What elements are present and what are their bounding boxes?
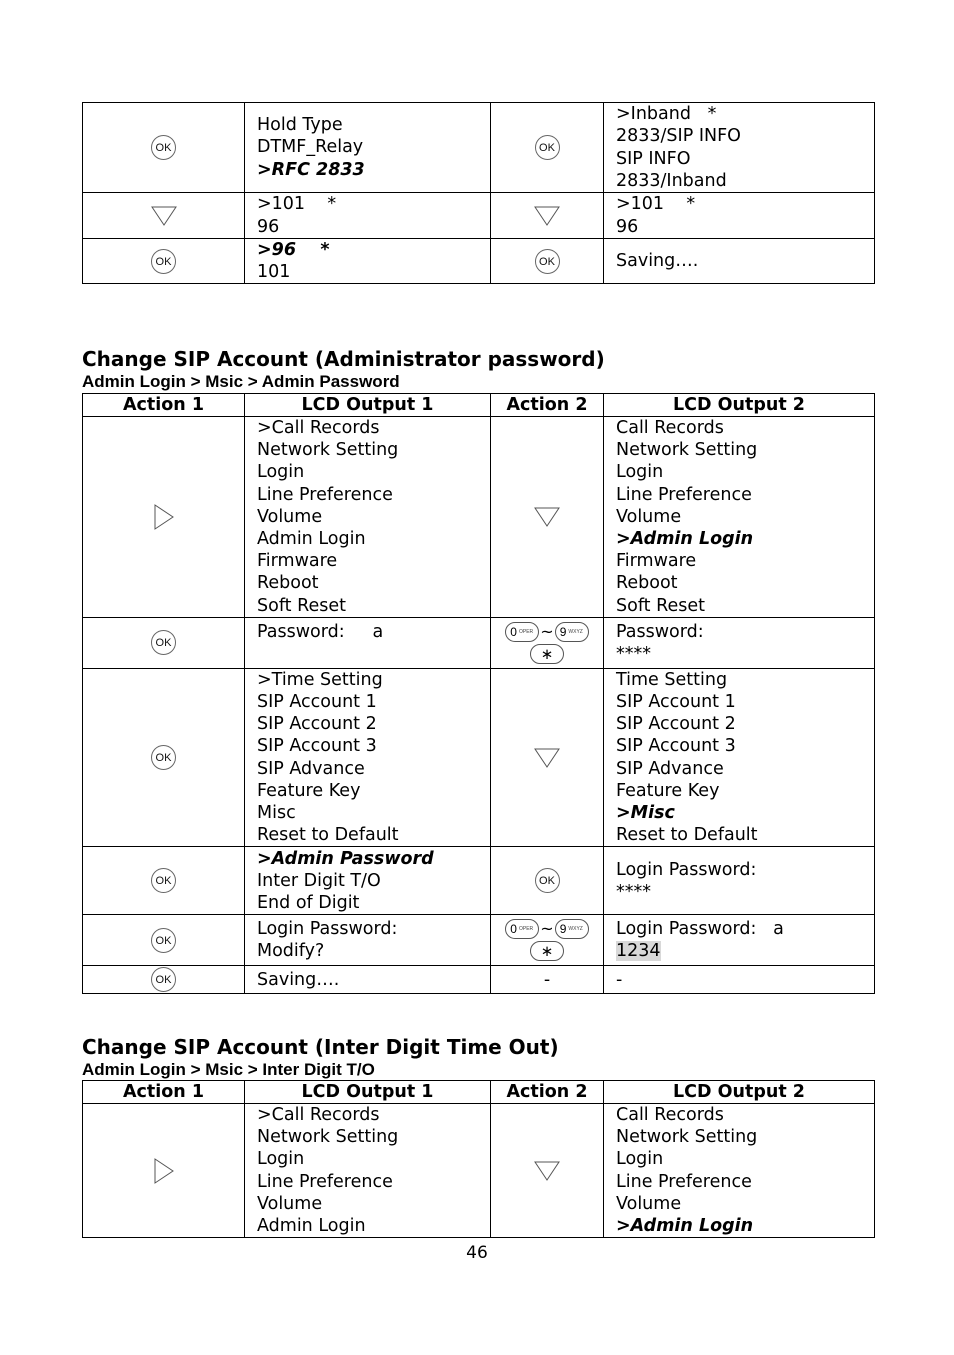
table-body bbox=[83, 1104, 875, 1238]
ok-button-icon: OK bbox=[151, 967, 176, 992]
key-star-icon: ∗ bbox=[530, 941, 564, 961]
lcd-line: Reset to Default bbox=[616, 825, 758, 846]
header-lcd-output-1: LCD Output 1 bbox=[245, 394, 491, 417]
lcd-line: SIP Advance bbox=[616, 758, 724, 779]
admin-password-table bbox=[82, 393, 875, 994]
down-arrow-icon bbox=[151, 206, 177, 226]
key-range-tilde: ~ bbox=[540, 919, 554, 939]
lcd-line: Network Setting bbox=[257, 440, 399, 461]
header-row bbox=[83, 1081, 875, 1104]
lcd-line: Feature Key bbox=[616, 780, 720, 801]
lcd-line: >Admin Login bbox=[616, 529, 754, 550]
lcd-line: 96 bbox=[616, 216, 639, 237]
table-row bbox=[83, 617, 875, 668]
key-star-icon: ∗ bbox=[530, 644, 564, 664]
lcd-line: Admin Login bbox=[257, 1216, 366, 1237]
action-1-cell bbox=[83, 103, 245, 193]
section-title-admin-password: Change SIP Account (Administrator password) bbox=[82, 347, 605, 371]
lcd-output-1-cell bbox=[245, 239, 491, 284]
lcd-line: 2833/Inband bbox=[616, 170, 727, 191]
lcd-line: SIP Account 1 bbox=[257, 692, 377, 713]
keypad-keys-icon bbox=[502, 919, 592, 961]
lcd-line: >Time Setting bbox=[257, 669, 383, 690]
lcd-line: 101 bbox=[257, 262, 291, 283]
lcd-line: SIP Account 3 bbox=[257, 736, 377, 757]
lcd-line: Network Setting bbox=[257, 1127, 399, 1148]
lcd-output-2-cell bbox=[604, 1104, 875, 1238]
lcd-line: Volume bbox=[257, 1193, 323, 1214]
lcd-line: >Admin Password bbox=[257, 848, 434, 869]
action-2-cell bbox=[491, 617, 604, 668]
dash-text: - bbox=[543, 969, 551, 990]
lcd-line bbox=[257, 643, 490, 665]
lcd-line: >Misc bbox=[616, 803, 675, 824]
lcd-output-2-cell bbox=[604, 915, 875, 966]
lcd-line: Line Preference bbox=[257, 484, 393, 505]
keypad-keys-icon bbox=[502, 622, 592, 664]
header-row bbox=[83, 394, 875, 417]
lcd-line: Line Preference bbox=[616, 484, 752, 505]
key-nine-icon: 9 WXYZ bbox=[555, 622, 589, 642]
table-row bbox=[83, 103, 875, 193]
key-zero-icon: 0 OPER bbox=[505, 919, 539, 939]
lcd-output-1-cell bbox=[245, 668, 491, 847]
right-arrow-icon bbox=[154, 1158, 174, 1184]
lcd-line: SIP INFO bbox=[616, 148, 691, 169]
lcd-line: >Admin Login bbox=[616, 1216, 754, 1237]
table-row bbox=[83, 193, 875, 239]
lcd-line: End of Digit bbox=[257, 893, 360, 914]
lcd-line: Login Password: bbox=[257, 919, 398, 940]
action-1-cell bbox=[83, 617, 245, 668]
action-2-cell bbox=[491, 1104, 604, 1238]
lcd-line: >Call Records bbox=[257, 1105, 380, 1125]
action-2-cell bbox=[491, 915, 604, 966]
lcd-line: SIP Account 3 bbox=[616, 736, 736, 757]
action-2-cell bbox=[491, 966, 604, 994]
lcd-line: Firmware bbox=[616, 551, 697, 572]
lcd-line: Reboot bbox=[257, 573, 319, 594]
right-arrow-icon bbox=[154, 504, 174, 530]
page-number: 46 bbox=[466, 1243, 488, 1263]
hold-type-table bbox=[82, 102, 875, 284]
lcd-output-1-cell bbox=[245, 417, 491, 618]
lcd-line: >101 * bbox=[257, 194, 337, 215]
lcd-line: Line Preference bbox=[616, 1171, 752, 1192]
lcd-line: Call Records bbox=[616, 1105, 724, 1125]
lcd-line: SIP Advance bbox=[257, 758, 365, 779]
lcd-line: Network Setting bbox=[616, 1127, 758, 1148]
action-1-cell bbox=[83, 915, 245, 966]
lcd-line: Volume bbox=[616, 1193, 682, 1214]
key-range-tilde: ~ bbox=[540, 621, 554, 641]
lcd-line: Password: a bbox=[257, 621, 384, 642]
lcd-output-2-cell bbox=[604, 417, 875, 618]
lcd-output-1-cell bbox=[245, 617, 491, 668]
lcd-line: DTMF_Relay bbox=[257, 137, 364, 158]
lcd-line: Login Password: bbox=[616, 859, 757, 880]
lcd-line: Firmware bbox=[257, 551, 338, 572]
lcd-output-2-cell bbox=[604, 847, 875, 915]
ok-button-icon: OK bbox=[151, 249, 176, 274]
header-action-1: Action 1 bbox=[83, 394, 245, 417]
action-2-cell bbox=[491, 193, 604, 239]
action-1-cell bbox=[83, 668, 245, 847]
lcd-output-2-cell bbox=[604, 239, 875, 284]
lcd-line: Volume bbox=[616, 506, 682, 527]
ok-button-icon: OK bbox=[151, 630, 176, 655]
lcd-line: **** bbox=[616, 643, 651, 664]
lcd-output-1-cell bbox=[245, 847, 491, 915]
key-nine-icon: 9 WXYZ bbox=[555, 919, 589, 939]
lcd-line: Network Setting bbox=[616, 440, 758, 461]
section-title-inter-digit: Change SIP Account (Inter Digit Time Out) bbox=[82, 1035, 559, 1059]
lcd-output-2-cell bbox=[604, 103, 875, 193]
lcd-output-2-cell bbox=[604, 668, 875, 847]
table-row bbox=[83, 1104, 875, 1238]
lcd-line: - bbox=[616, 969, 623, 990]
ok-button-icon: OK bbox=[151, 745, 176, 770]
lcd-line: Modify? bbox=[257, 941, 325, 962]
lcd-line: >101 * bbox=[616, 194, 696, 215]
lcd-line: >Inband * bbox=[616, 104, 717, 125]
ok-button-icon: OK bbox=[535, 249, 560, 274]
table-body bbox=[83, 103, 875, 284]
down-arrow-icon bbox=[534, 1161, 560, 1181]
header-lcd-output-1: LCD Output 1 bbox=[245, 1081, 491, 1104]
ok-button-icon: OK bbox=[151, 868, 176, 893]
ok-button-icon: OK bbox=[151, 928, 176, 953]
action-1-cell bbox=[83, 966, 245, 994]
down-arrow-icon bbox=[534, 748, 560, 768]
action-1-cell bbox=[83, 239, 245, 284]
lcd-line: Password: bbox=[616, 621, 704, 642]
action-2-cell bbox=[491, 239, 604, 284]
lcd-line: Inter Digit T/O bbox=[257, 870, 381, 891]
table-row bbox=[83, 668, 875, 847]
lcd-line: >RFC 2833 bbox=[257, 159, 365, 180]
section-path-inter-digit: Admin Login > Msic > Inter Digit T/O bbox=[82, 1060, 375, 1079]
lcd-line: Hold Type bbox=[257, 115, 343, 136]
lcd-line: Feature Key bbox=[257, 780, 361, 801]
lcd-line: Admin Login bbox=[257, 529, 366, 550]
lcd-line: Saving…. bbox=[257, 969, 340, 990]
table-body bbox=[83, 417, 875, 994]
lcd-line: Time Setting bbox=[616, 669, 728, 690]
header-lcd-output-2: LCD Output 2 bbox=[604, 1081, 875, 1104]
table-row bbox=[83, 239, 875, 284]
lcd-line: Misc bbox=[257, 803, 296, 824]
lcd-line: Login Password: a bbox=[616, 919, 784, 940]
ok-button-icon: OK bbox=[151, 135, 176, 160]
lcd-output-2-cell bbox=[604, 617, 875, 668]
lcd-output-1-cell bbox=[245, 193, 491, 239]
lcd-line: SIP Account 2 bbox=[257, 714, 377, 735]
lcd-line: SIP Account 1 bbox=[616, 692, 736, 713]
lcd-line: >Call Records bbox=[257, 418, 380, 438]
action-2-cell bbox=[491, 668, 604, 847]
section-path-admin-password: Admin Login > Msic > Admin Password bbox=[82, 372, 400, 391]
ok-button-icon: OK bbox=[535, 868, 560, 893]
lcd-line: SIP Account 2 bbox=[616, 714, 736, 735]
down-arrow-icon bbox=[534, 206, 560, 226]
action-2-cell bbox=[491, 847, 604, 915]
lcd-line: Login bbox=[257, 1149, 305, 1170]
lcd-line: Call Records bbox=[616, 418, 724, 438]
key-zero-icon: 0 OPER bbox=[505, 622, 539, 642]
header-action-2: Action 2 bbox=[491, 1081, 604, 1104]
lcd-line: >96 * bbox=[257, 240, 330, 260]
lcd-line: 96 bbox=[257, 216, 280, 237]
table-row bbox=[83, 847, 875, 915]
header-action-1: Action 1 bbox=[83, 1081, 245, 1104]
table-header bbox=[83, 394, 875, 417]
lcd-output-1-cell bbox=[245, 103, 491, 193]
lcd-line: Login bbox=[257, 462, 305, 483]
header-lcd-output-2: LCD Output 2 bbox=[604, 394, 875, 417]
down-arrow-icon bbox=[534, 507, 560, 527]
action-1-cell bbox=[83, 847, 245, 915]
action-1-cell bbox=[83, 1104, 245, 1238]
lcd-line: Saving…. bbox=[616, 251, 699, 272]
lcd-output-2-cell bbox=[604, 966, 875, 994]
action-1-cell bbox=[83, 417, 245, 618]
lcd-output-2-cell bbox=[604, 193, 875, 239]
inter-digit-table bbox=[82, 1080, 875, 1238]
lcd-line: **** bbox=[616, 881, 651, 902]
lcd-line: 2833/SIP INFO bbox=[616, 126, 741, 147]
table-row bbox=[83, 915, 875, 966]
action-2-cell bbox=[491, 417, 604, 618]
lcd-output-1-cell bbox=[245, 966, 491, 994]
action-1-cell bbox=[83, 193, 245, 239]
lcd-line: Soft Reset bbox=[616, 595, 705, 616]
lcd-line: Line Preference bbox=[257, 1171, 393, 1192]
ok-button-icon: OK bbox=[535, 135, 560, 160]
table-row bbox=[83, 966, 875, 994]
lcd-line: Reset to Default bbox=[257, 825, 399, 846]
lcd-line: Login bbox=[616, 1149, 664, 1170]
lcd-line: Reboot bbox=[616, 573, 678, 594]
lcd-line: Login bbox=[616, 462, 664, 483]
lcd-line: 1234 bbox=[616, 941, 661, 962]
table-row bbox=[83, 417, 875, 618]
lcd-line: Volume bbox=[257, 506, 323, 527]
table-header bbox=[83, 1081, 875, 1104]
lcd-output-1-cell bbox=[245, 1104, 491, 1238]
action-2-cell bbox=[491, 103, 604, 193]
lcd-output-1-cell bbox=[245, 915, 491, 966]
lcd-line: Soft Reset bbox=[257, 595, 346, 616]
header-action-2: Action 2 bbox=[491, 394, 604, 417]
